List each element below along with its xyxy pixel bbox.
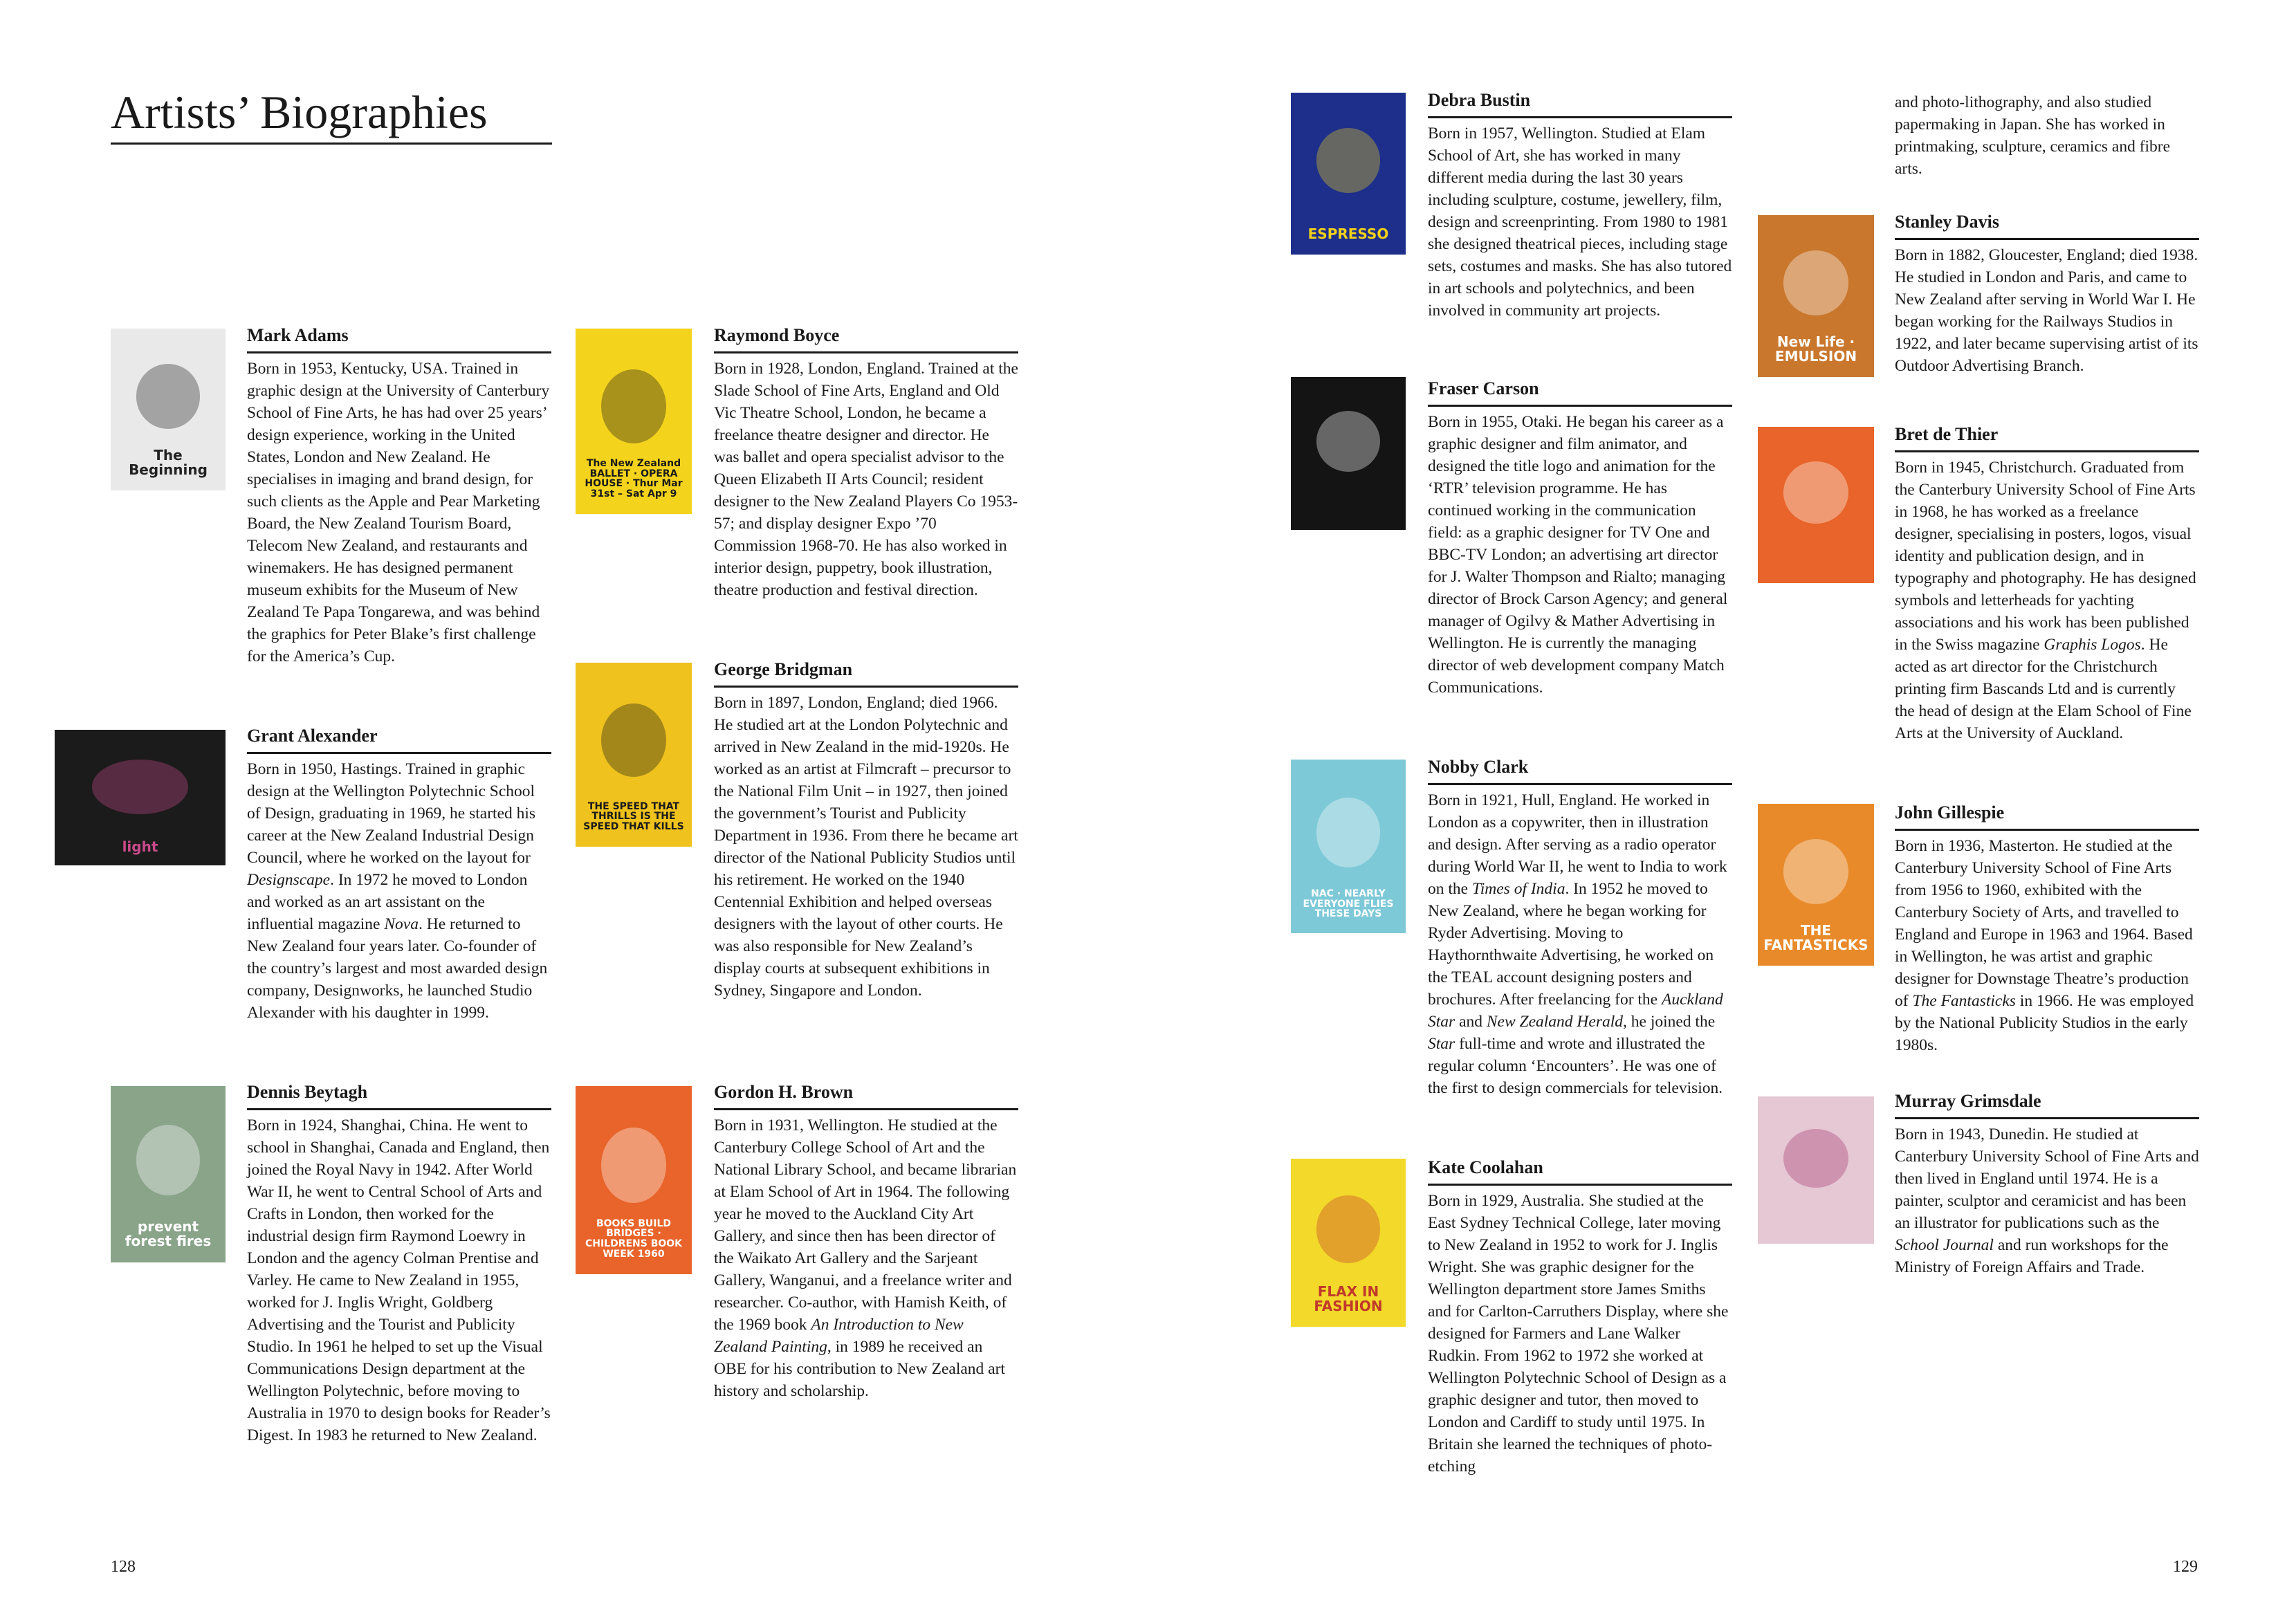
artwork-lettering: light	[122, 838, 158, 856]
artwork-shape	[1783, 1129, 1848, 1188]
biography-entry	[247, 726, 551, 1024]
page-number-right: 129	[2173, 1558, 2198, 1576]
artwork-image-george-bridgman	[576, 663, 692, 847]
biography-entry	[1895, 424, 2199, 744]
artwork-shape	[1783, 461, 1848, 524]
italic-title: Auckland Star	[1428, 991, 1723, 1031]
artwork-shape	[601, 704, 666, 777]
text-segment: . In 1972 he moved to London and worked as an art assistant on the influential magazine	[247, 871, 528, 933]
heading-rule	[714, 686, 1018, 688]
artist-name: Dennis Beytagh	[247, 1082, 368, 1102]
artwork-shape	[1316, 411, 1381, 472]
biography-entry	[1428, 757, 1732, 1099]
artist-name: Stanley Davis	[1895, 212, 1999, 232]
artwork-image-john-gillespie	[1758, 804, 1874, 966]
artwork-lettering: FLAX IN FASHION	[1314, 1283, 1383, 1314]
heading-rule	[247, 1108, 551, 1110]
artwork-image-bret-de-thier	[1758, 427, 1874, 583]
biography-text	[714, 1114, 1018, 1402]
page-number-left: 128	[111, 1558, 136, 1576]
text-segment: . In 1952 he moved to New Zealand, where he began working for Ryder Advertising. Moving to Haythornthwaite Advertising, he worked on the TEAL account designing posters and brochures. After freelancing for the	[1428, 880, 1714, 1009]
text-segment: Born in 1955, Otaki. He began his career as a graphic designer and film animator, and designed the title logo and animation for the ‘RTR’ television programme. He has continued working in the communication field: as a graphic designer for TV One and BBC-TV London; an advertising art director for J. Walter Thompson and Rialto; managing director of Brock Carson Agency; and general manager of Ogilvy & Mather Advertising in Wellington. He is currently the managing director of web development company Match Communications.	[1428, 413, 1728, 697]
artist-name: Bret de Thier	[1895, 424, 1999, 444]
artwork-image-dennis-beytagh	[111, 1086, 226, 1262]
biography-text	[247, 758, 551, 1024]
text-segment: , he joined the	[1623, 1013, 1716, 1031]
italic-title: Graphis Logos	[2044, 636, 2141, 654]
text-segment: Born in 1931, Wellington. He studied at the Canterbury College School of Art and the National Library School, and became librarian at Elam School of Art in 1964. The following year he moved to the Auckland City Art Gallery, and since then has been director of the Waikato Art Gallery and the Sarjeant Gallery, Wanganui, and a freelance writer and researcher. Co-author, with Hamish Keith, of the 1969 book	[714, 1116, 1017, 1334]
artwork-shape	[1316, 1195, 1381, 1262]
artwork-lettering: THE SPEED THAT THRILLS IS THE SPEED THAT KILLS	[583, 800, 684, 833]
artwork-shape	[1783, 839, 1848, 904]
artwork-image-debra-bustin	[1291, 93, 1406, 255]
biography-text-continued: and photo-lithography, and also studied papermaking in Japan. She has worked in printmaking, sculpture, ceramics and fibre arts.	[1895, 93, 2171, 178]
biography-entry	[1895, 802, 2199, 1056]
biography-entry	[714, 325, 1018, 601]
artwork-image-mark-adams	[111, 329, 226, 490]
artwork-image-raymond-boyce	[576, 329, 692, 514]
text-segment: Born in 1882, Gloucester, England; died 1938. He studied in London and Paris, and came to New Zealand after serving in World War I. He began working for the Railways Studios in 1922, and later became supervising artist of its Outdoor Advertising Branch.	[1895, 246, 2198, 375]
artist-name: Murray Grimsdale	[1895, 1091, 2041, 1111]
biography-text	[1895, 835, 2199, 1056]
biography-entry	[714, 1082, 1018, 1402]
text-segment: Born in 1943, Dunedin. He studied at Canterbury University School of Fine Arts and then lived in England until 1974. He is a painter, sculptor and ceramicist and has been an illustrator for publications such as the	[1895, 1125, 2199, 1232]
artwork-shape	[601, 1128, 666, 1203]
biography-text	[247, 358, 551, 668]
artwork-lettering: NAC · NEARLY EVERYONE FLIES THESE DAYS	[1303, 888, 1394, 920]
artist-name: Fraser Carson	[1428, 378, 1539, 398]
artist-name: George Bridgman	[714, 659, 853, 679]
artwork-image-gordon-h-brown	[576, 1086, 692, 1274]
heading-rule	[1428, 1184, 1732, 1186]
biography-text	[1428, 1190, 1732, 1478]
text-segment: Born in 1928, London, England. Trained at the Slade School of Fine Arts, England and Old Vic Theatre School, London, he became a freelance theatre designer and director. He was ballet and opera specialist advisor to the Queen Elizabeth II Arts Council; resident designer to the New Zealand Players Co 1953-57; and display designer Expo ’70 Commission 1968-70. He has also worked in interior design, puppetry, book illustration, theatre production and festival direction.	[714, 360, 1018, 599]
artwork-image-nobby-clark	[1291, 760, 1406, 933]
artwork-image-fraser-carson	[1291, 377, 1406, 530]
text-segment: Born in 1936, Masterton. He studied at the Canterbury University School of Fine Arts from 1956 to 1960, exhibited with the Canterbury Society of Arts, and travelled to England and Europe in 1963 and 1964. Based in Wellington, he was artist and graphic designer for Downstage Theatre’s production of	[1895, 837, 2193, 1010]
artwork-shape	[1783, 250, 1848, 315]
italic-title: Star	[1428, 1035, 1455, 1053]
artist-name: Raymond Boyce	[714, 325, 840, 345]
artwork-shape	[136, 364, 201, 429]
artwork-lettering: ESPRESSO	[1307, 226, 1389, 243]
italic-title: New Zealand Herald	[1486, 1013, 1624, 1031]
text-segment: and	[1455, 1013, 1487, 1031]
biography-text	[714, 692, 1018, 1002]
page-title: Artists’ Biographies	[111, 86, 488, 138]
artist-name: Debra Bustin	[1428, 90, 1531, 110]
biography-entry	[1895, 212, 2199, 377]
biography-text	[1428, 122, 1732, 322]
biography-text	[1895, 244, 2199, 377]
biography-entry	[247, 1082, 551, 1446]
biography-entry	[1895, 1091, 2199, 1278]
artwork-lettering: The New Zealand BALLET · OPERA HOUSE · Thur Mar 31st – Sat Apr 9	[585, 457, 683, 499]
artwork-lettering: THE FANTASTICKS	[1763, 922, 1868, 954]
heading-rule	[247, 752, 551, 754]
heading-rule	[1428, 116, 1732, 118]
biography-entry	[247, 325, 551, 668]
text-segment: Born in 1924, Shanghai, China. He went to school in Shanghai, Canada and England, then joined the Royal Navy in 1942. After World War II, he went to Central School of Arts and Crafts in London, then worked for the industrial design firm Raymond Loewry in London and the agency Colman Prentise and Varley. He came to New Zealand in 1955, worked for J. Inglis Wright, Goldberg Advertising and the Tourist and Publicity Studio. In 1961 he helped to set up the Visual Communications Design department at the Wellington Polytechnic, before moving to Australia in 1970 to design books for Reader’s Digest. In 1983 he returned to New Zealand.	[247, 1116, 551, 1444]
italic-title: An Introduction to New Zealand Painting	[714, 1316, 964, 1356]
heading-rule	[1895, 238, 2199, 240]
artwork-image-stanley-davis	[1758, 215, 1874, 377]
text-segment: Born in 1929, Australia. She studied at the East Sydney Technical College, later moving to New Zealand in 1952 to work for J. Inglis Wright. She was graphic designer for the Wellington department store James Smiths and for Carlton-Carruthers Display, where she designed for Farmers and Lane Walker Rudkin. From 1962 to 1972 she worked at Wellington Polytechnic School of Design as a graphic designer and tutor, then moved to London and Cardiff to study until 1975. In Britain she learned the techniques of photo-etching	[1428, 1192, 1729, 1475]
italic-title: School Journal	[1895, 1236, 1994, 1254]
artwork-lettering: prevent forest fires	[125, 1217, 212, 1249]
heading-rule	[1428, 783, 1732, 785]
text-segment: Born in 1957, Wellington. Studied at Elam School of Art, she has worked in many different media during the last 30 years including sculpture, costume, jewellery, film, design and screenprinting. From 1980 to 1981 she designed theatrical pieces, including stage sets, costumes and masks. She has also tutored in art schools and polytechnics, and been involved in community art projects.	[1428, 125, 1732, 320]
biography-entry	[1428, 1157, 1732, 1478]
biography-text	[1428, 789, 1732, 1099]
text-segment: full-time and wrote and illustrated the regular column ‘Encounters’. He was one of the first to design commercials for television.	[1428, 1035, 1723, 1097]
biography-text	[1895, 1123, 2199, 1278]
biography-text	[247, 1114, 551, 1446]
heading-rule	[247, 351, 551, 353]
artwork-shape	[92, 760, 187, 813]
artwork-shape	[1316, 798, 1381, 867]
artist-name: Mark Adams	[247, 325, 349, 345]
artwork-lettering: New Life · EMULSION	[1774, 333, 1857, 365]
heading-rule	[1895, 450, 2199, 452]
italic-title: Designscape	[247, 871, 331, 889]
italic-title: The Fantasticks	[1912, 992, 2016, 1010]
artist-name: Kate Coolahan	[1428, 1157, 1543, 1177]
text-segment: Born in 1897, London, England; died 1966. He studied art at the London Polytechnic and arrived in New Zealand in the mid-1920s. He worked as an artist at Filmcraft – precursor to the National Film Unit – in 1927, then joined the government’s Tourist and Publicity Department in 1936. From there he became art director of the National Publicity Studios until his retirement. He worked on the 1940 Centennial Exhibition and helped overseas designers with the layout of other courts. He was also responsible for New Zealand’s display courts at subsequent exhibitions in Sydney, Singapore and London.	[714, 694, 1018, 1000]
title-rule	[111, 143, 552, 145]
artist-name: John Gillespie	[1895, 802, 2005, 822]
biography-entry	[1428, 90, 1732, 322]
biography-entry	[1428, 378, 1732, 699]
text-segment: . He returned to New Zealand four years later. Co-founder of the country’s largest and most awarded design company, Designworks, he launched Studio Alexander with his daughter in 1999.	[247, 915, 548, 1022]
artwork-shape	[136, 1125, 201, 1195]
text-segment: Born in 1945, Christchurch. Graduated from the Canterbury University School of Fine Arts in 1968, he has worked as a freelance designer, specialising in posters, logos, visual identity and publication design, and in typography and photography. He has designed symbols and letterheads for yachting associations and his work has been published in the Swiss magazine	[1895, 459, 2196, 654]
biography-entry	[714, 659, 1018, 1002]
artist-name: Gordon H. Brown	[714, 1082, 854, 1102]
heading-rule	[714, 1108, 1018, 1110]
text-segment: Born in 1921, Hull, England. He worked in London as a copywriter, then in illustration and design. After serving as a radio operator during World War II, he went to India to work on the	[1428, 791, 1727, 898]
biography-text	[1895, 457, 2199, 744]
artwork-lettering: The Beginning	[129, 447, 208, 479]
text-segment: in 1966. He was employed by the National Publicity Studios in the early 1980s.	[1895, 992, 2194, 1054]
text-segment: and run workshops for the Ministry of Foreign Affairs and Trade.	[1895, 1236, 2169, 1276]
artist-name: Nobby Clark	[1428, 757, 1529, 777]
italic-title: Times of India	[1471, 880, 1565, 898]
artist-name: Grant Alexander	[247, 726, 378, 746]
heading-rule	[1895, 829, 2199, 831]
heading-rule	[1895, 1117, 2199, 1119]
text-segment: . He acted as art director for the Christchurch printing firm Bascands Ltd and is currently the head of design at the Elam School of Fine Arts at the University of Auckland.	[1895, 636, 2192, 742]
biography-text	[1428, 411, 1732, 699]
heading-rule	[714, 351, 1018, 353]
text-segment: Born in 1950, Hastings. Trained in graphic design at the Wellington Polytechnic School of Design, graduating in 1969, he started his career at the New Zealand Industrial Design Council, where he worked on the layout for	[247, 760, 536, 867]
artwork-shape	[601, 369, 666, 443]
artwork-image-murray-grimsdale	[1758, 1096, 1874, 1244]
heading-rule	[1428, 405, 1732, 407]
artwork-image-kate-coolahan	[1291, 1159, 1406, 1327]
text-segment: , in 1989 he received an OBE for his contribution to New Zealand art history and scholarship.	[714, 1338, 1005, 1400]
artwork-lettering: BOOKS BUILD BRIDGES · CHILDRENS BOOK WEEK 1960	[585, 1217, 683, 1260]
artwork-shape	[1316, 128, 1381, 193]
text-segment: Born in 1953, Kentucky, USA. Trained in graphic design at the University of Canterbury School of Fine Arts, he has had over 25 years’ design experience, working in the United States, London and New Zealand. He specialises in imaging and brand design, for such clients as the Apple and Pear Marketing Board, the New Zealand Tourism Board, Telecom New Zealand, and restaurants and winemakers. He has designed permanent museum exhibits for the Museum of New Zealand Te Papa Tongarewa, and was behind the graphics for Peter Blake’s first challenge for the America’s Cup.	[247, 360, 550, 665]
italic-title: Nova	[384, 915, 419, 933]
artwork-image-grant-alexander	[55, 730, 226, 865]
biography-text	[714, 358, 1018, 601]
